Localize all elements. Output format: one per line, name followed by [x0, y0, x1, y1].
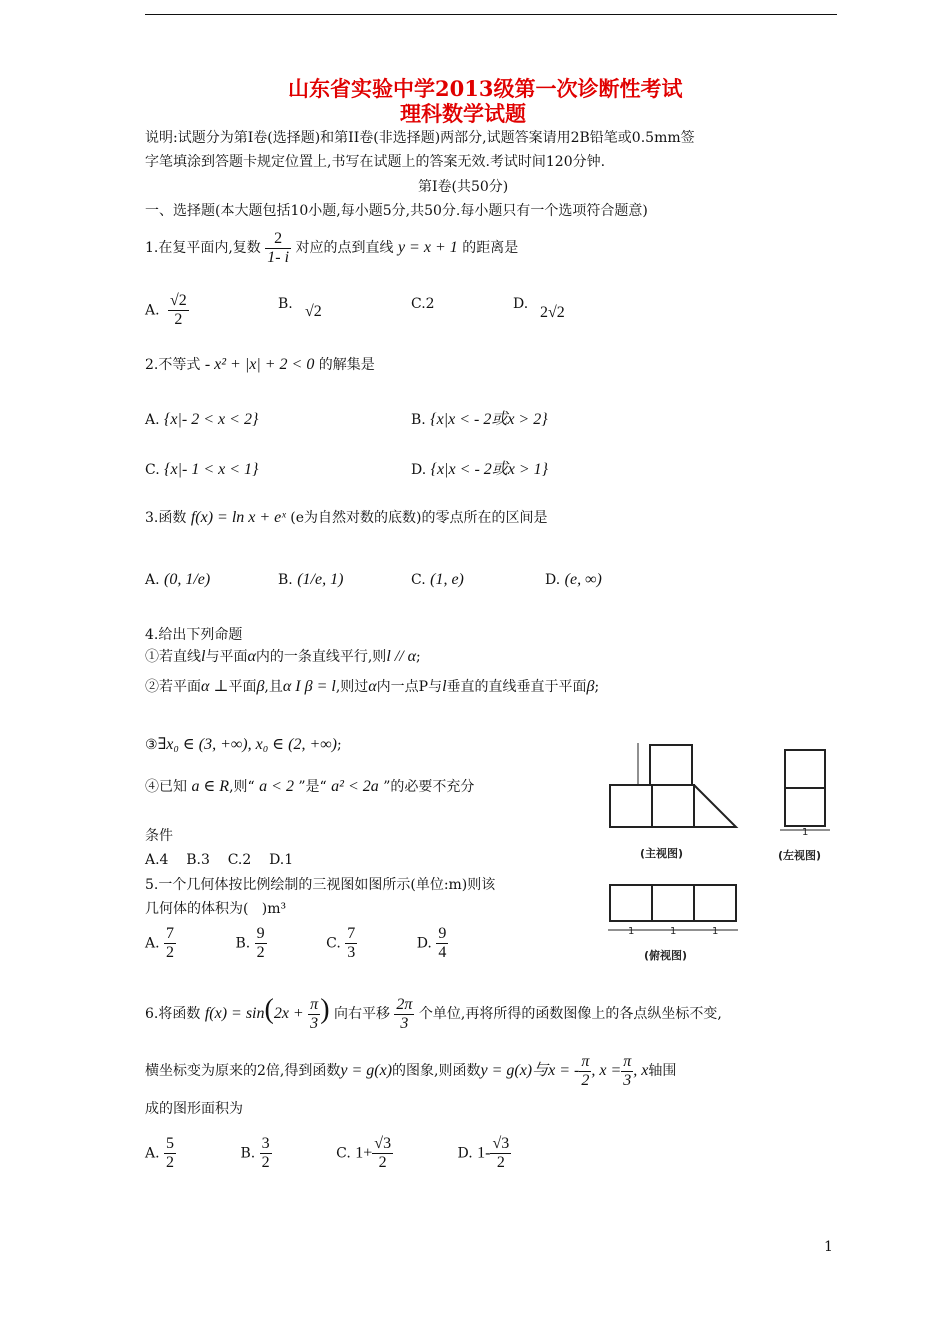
q2-c-label: C. [145, 462, 160, 478]
q4-s1b: l [201, 648, 206, 665]
q6-a-fraction [164, 1135, 176, 1172]
q4-options: A.4 B.3 C.2 D.1 [145, 852, 294, 868]
q1-option-c [411, 294, 435, 314]
q6-line-3: 成的图形面积为 [145, 1101, 243, 1117]
q3-d-value: (e, ∞) [564, 571, 602, 588]
q4-title: 4.给出下列命题 [145, 627, 243, 643]
q1-a-fraction [168, 292, 189, 329]
front-view-top-box [650, 745, 692, 785]
q6-paren-left: ( [264, 994, 274, 1025]
q4-s1e: 内的一条直线平行,则 [255, 649, 387, 665]
q1-c-label: C. [411, 296, 426, 312]
q1-line-eq: y = x + 1 [397, 239, 458, 256]
q4-s4a: ④已知 [145, 779, 187, 795]
q4-s2a: ②若平面 [145, 679, 201, 695]
q2-expr: - x² + |x| + 2 < 0 [204, 356, 315, 373]
q4-s2l: β [586, 678, 595, 695]
top-dim-label-2: 1 [670, 926, 677, 937]
q5-b-fraction [255, 925, 267, 962]
q4-statement-1 [145, 647, 421, 667]
q6-l2a: 横坐标变为原来的2倍,得到函数 [145, 1063, 341, 1079]
q1-fraction [265, 230, 291, 267]
front-view-left-box [610, 785, 652, 827]
q6-l2e-num: π [581, 1052, 590, 1070]
q3-b-label: B. [278, 572, 293, 588]
top-rule [145, 14, 837, 15]
q2-option-d [411, 460, 548, 480]
q2-option-c [145, 460, 258, 480]
q1-option-a [145, 292, 189, 329]
q6-l2g-den: 3 [623, 1071, 632, 1089]
q4-s4b: a ∈ R [191, 778, 230, 795]
q3-option-a [145, 570, 210, 590]
section-title: 一、选择题(本大题包括10小题,每小题5分,共50分.每小题只有一个选项符合题意) [145, 203, 648, 219]
q1-b-value: √2 [305, 303, 322, 320]
q1-option-d [513, 294, 528, 314]
q1-option-b [278, 294, 293, 314]
q4-statement-2 [145, 677, 599, 697]
intro-line-1: 说明:试题分为第I卷(选择题)和第II卷(非选择题)两部分,试题答案请用2B铅笔或0.5mm签 [145, 130, 695, 146]
q6-suffix: 个单位,再将所得的函数图像上的各点纵坐标不变, [418, 1006, 722, 1022]
q5-a-den: 2 [166, 944, 175, 961]
q6-c-label: C. [336, 1145, 351, 1162]
q5-a-num: 7 [166, 925, 175, 942]
q6-b-label: B. [240, 1145, 256, 1162]
q5-line-1: 5.一个几何体按比例绘制的三视图如图所示(单位:m)则该 [145, 877, 496, 893]
q6-d-num: √3 [492, 1135, 510, 1152]
q6-l2e-fraction [579, 1053, 591, 1090]
q4-s2g: ,则过 [335, 679, 369, 695]
q4-s4f: a² < 2a [331, 778, 379, 795]
q4-s1d: α [247, 648, 256, 665]
q1-a-label: A. [145, 302, 160, 319]
q4-s4g: ”的必要不充分 [383, 779, 475, 795]
q2-a-label: A. [145, 412, 160, 428]
q3-prefix: 3.函数 [145, 510, 187, 526]
q5-d-fraction [436, 925, 448, 962]
q4-s2e: ,且 [264, 679, 283, 695]
q4-s1f: l // α [386, 648, 417, 665]
q6-mid: 向右平移 [333, 1006, 390, 1022]
q4-s4e: ”是“ [298, 779, 327, 795]
q6-b-fraction [260, 1135, 272, 1172]
q6-pi-fraction [308, 996, 320, 1033]
q6-line-2 [145, 1048, 676, 1094]
side-dim-label: 1 [802, 827, 809, 838]
q3-option-c [411, 570, 464, 590]
side-view-bottom-box [785, 788, 825, 826]
q6-l2e-den: 2 [581, 1071, 590, 1089]
q1-a-den: 2 [174, 311, 183, 328]
q1-b-label: B. [278, 296, 293, 312]
q6-prefix: 6.将函数 [145, 1006, 201, 1022]
side-view-label: (左视图) [778, 849, 822, 862]
intro-line-2: 字笔填涂到答题卡规定位置上,书写在试题上的答案无效.考试时间120分钟. [145, 154, 606, 170]
front-view-label: (主视图) [640, 847, 684, 860]
q4-s2c: 平面 [228, 679, 257, 695]
q3-b-value: (1/e, 1) [297, 571, 344, 588]
q1-d-label: D. [513, 296, 529, 312]
q2-d-label: D. [411, 462, 427, 478]
q6-fx: f(x) = sin [204, 1005, 265, 1022]
q6-inner: 2x + [273, 1005, 304, 1022]
q5-b-den: 2 [256, 944, 265, 961]
q5-line-2: 几何体的体积为( )m³ [145, 901, 287, 917]
q4-s2k: 垂直的直线垂直于平面 [446, 679, 587, 695]
q6-l2d: y = g(x)与x = - [480, 1062, 580, 1079]
question-3 [145, 508, 547, 528]
q5-c-label: C. [326, 935, 341, 952]
q1-suffix: 的距离是 [462, 240, 519, 256]
q6-c-num: √3 [374, 1135, 392, 1152]
q2-a-value: {x|- 2 < x < 2} [164, 411, 259, 428]
q2-b-label: B. [411, 412, 426, 428]
q5-c-den: 3 [347, 944, 356, 961]
q6-a-num: 5 [166, 1135, 175, 1152]
q5-c-fraction [345, 925, 357, 962]
exam-title: 山东省实验中学2013级第一次诊断性考试 [288, 76, 683, 101]
q6-a-den: 2 [166, 1154, 175, 1171]
q6-l2f: , x = [591, 1062, 622, 1079]
q3-option-b [278, 570, 343, 590]
q1-frac-den: 1- i [267, 248, 290, 266]
q3-option-d [545, 570, 602, 590]
q5-c-num: 7 [347, 925, 356, 942]
q4-s2i: 内一点P与 [376, 679, 443, 695]
q2-option-a [145, 410, 258, 430]
q6-shift-den: 3 [400, 1014, 409, 1032]
q5-d-label: D. [416, 935, 432, 952]
q6-shift-num: 2π [396, 995, 413, 1013]
q5-d-den: 4 [438, 944, 447, 961]
q4-s1g: ; [416, 649, 421, 665]
q1-mid: 对应的点到直线 [295, 240, 394, 256]
top-view-label: (俯视图) [644, 949, 688, 962]
q6-d-label: D. [457, 1145, 473, 1162]
question-6 [145, 985, 722, 1039]
q6-l2g-num: π [623, 1052, 632, 1070]
q4-s2m: ; [594, 679, 600, 695]
q6-d-den: 2 [496, 1154, 505, 1171]
q6-c-pre: 1+ [355, 1144, 373, 1162]
front-view-middle-box [652, 785, 694, 827]
q4-s1c: 与平面 [205, 649, 248, 665]
front-view-triangle [694, 785, 736, 827]
q3-c-label: C. [411, 572, 426, 588]
q5-a-fraction [164, 925, 176, 962]
q2-b-value: {x|x < - 2或x > 2} [430, 411, 548, 428]
q3-d-label: D. [545, 572, 561, 588]
q4-s4c: ,则“ [229, 779, 255, 795]
q5-options [145, 925, 448, 962]
q4-s2b: α ⊥ [201, 678, 229, 695]
question-1 [145, 228, 518, 268]
q4-statement-4 [145, 777, 474, 797]
q6-l2h: , x [633, 1062, 649, 1079]
q6-l2c: 的图象,则函数 [392, 1063, 481, 1079]
q2-c-value: {x|- 1 < x < 1} [164, 461, 259, 478]
q6-d-pre: 1- [477, 1144, 491, 1162]
q6-d-fraction [490, 1135, 511, 1172]
q1-prefix: 1.在复平面内,复数 [145, 240, 261, 256]
q5-a-label: A. [145, 935, 160, 952]
q6-b-den: 2 [261, 1154, 270, 1171]
q3-a-value: (0, 1/e) [164, 571, 211, 588]
side-view-top-box [785, 750, 825, 788]
q6-shift-fraction [394, 996, 414, 1033]
q6-paren-right: ) [320, 994, 330, 1025]
q3-c-value: (1, e) [430, 571, 464, 588]
q4-s2d: β [256, 678, 265, 695]
q4-s2h: α [368, 678, 377, 695]
q3-a-label: A. [145, 572, 160, 588]
q3-expr: f(x) = ln x + eˣ [190, 509, 286, 526]
q6-l2i: 轴围 [648, 1063, 677, 1079]
q5-d-num: 9 [438, 925, 447, 942]
q3-suffix: (e为自然对数的底数)的零点所在的区间是 [290, 510, 548, 526]
q2-option-b [411, 410, 548, 430]
q4-s2f: α I β = l [282, 678, 336, 695]
q6-l2b: y = g(x) [340, 1062, 393, 1079]
q6-l2g-fraction [621, 1053, 633, 1090]
q2-suffix: 的解集是 [318, 357, 375, 373]
q5-b-label: B. [235, 935, 251, 952]
top-dim-label-1: 1 [628, 926, 635, 937]
q4-s2j: l [442, 678, 447, 695]
q4-s3b: ∃x₀ ∈ (3, +∞), x₀ ∈ (2, +∞) [157, 736, 337, 753]
q6-pi-den: 3 [310, 1014, 319, 1032]
page-number: 1 [824, 1239, 833, 1255]
q6-b-num: 3 [261, 1135, 270, 1152]
q6-c-den: 2 [378, 1154, 387, 1171]
q6-options [145, 1135, 511, 1172]
part1-title: 第I卷(共50分) [418, 179, 509, 195]
q5-b-num: 9 [256, 925, 265, 942]
q4-statement-4-cont: 条件 [145, 828, 173, 844]
question-2 [145, 355, 375, 375]
q4-statement-3 [145, 735, 342, 755]
q4-s3c: ; [336, 737, 342, 753]
q6-a-label: A. [145, 1145, 160, 1162]
top-view-box [610, 885, 736, 921]
three-view-figure [600, 735, 850, 970]
top-dim-label-3: 1 [712, 926, 719, 937]
q1-d-value: 2√2 [540, 304, 565, 321]
q2-d-value: {x|x < - 2或x > 1} [430, 461, 549, 478]
q4-s4d: a < 2 [259, 778, 294, 795]
exam-subtitle: 理科数学试题 [400, 101, 526, 126]
q2-prefix: 2.不等式 [145, 357, 201, 373]
q4-s1a: ①若直线 [145, 649, 201, 665]
q1-a-num: √2 [170, 292, 187, 309]
q6-pi-num: π [310, 995, 319, 1013]
q1-frac-num: 2 [265, 230, 291, 249]
q6-c-fraction [372, 1135, 393, 1172]
q4-s3a: ③ [145, 737, 158, 753]
q1-c-value: 2 [425, 296, 435, 312]
